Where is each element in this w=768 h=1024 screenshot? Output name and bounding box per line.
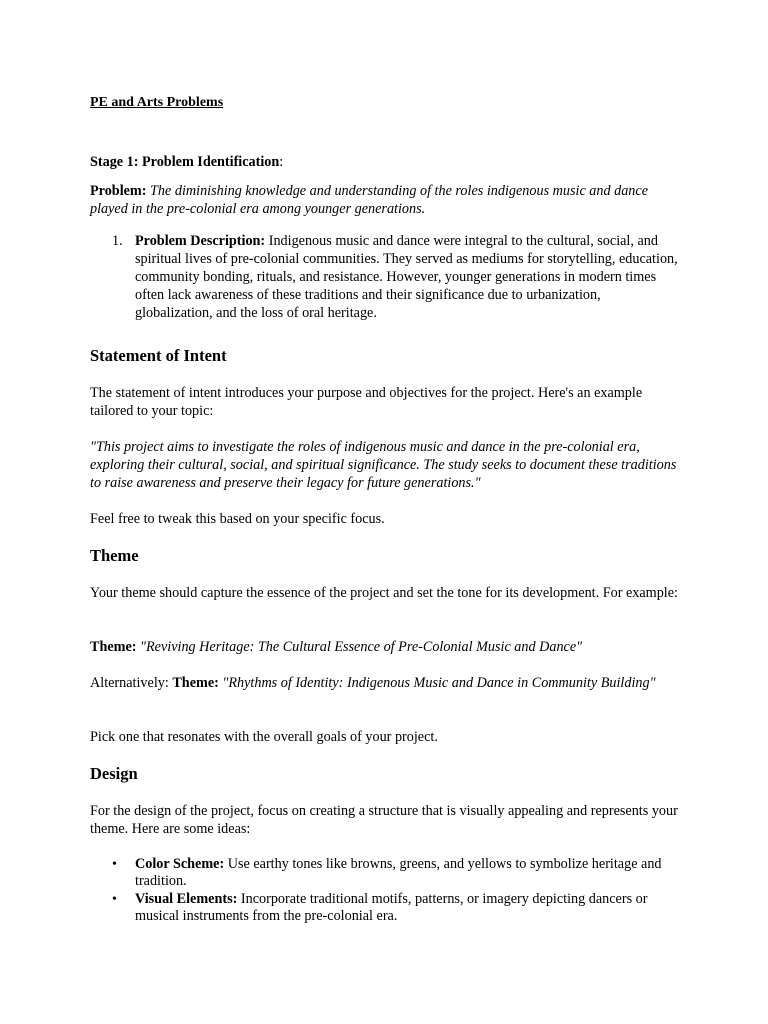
design-heading: Design [90, 764, 138, 783]
problem-paragraph [90, 182, 680, 218]
theme-intro: Your theme should capture the essence of the project and set the tone for its development. For example: [90, 585, 678, 601]
stage-colon: : [279, 154, 284, 170]
design-item-label: Color Scheme: [135, 856, 225, 872]
theme-label-1: Theme: [90, 639, 137, 655]
design-item-label: Visual Elements: [135, 891, 238, 907]
intent-note: Feel free to tweak this based on your specific focus. [90, 511, 385, 527]
intent-heading: Statement of Intent [90, 346, 227, 365]
problem-description-text: Indigenous music and dance were integral to the cultural, social, and spiritual lives of pre-colonial communities. They served as mediums for storytelling, education, community bonding, rituals, and resistance. However, younger generations in modern times often lack awareness of these traditions and their significance due to urbanization, globalization, and the loss of oral heritage. [135, 233, 678, 321]
theme-example-1 [90, 638, 680, 656]
design-intro: For the design of the project, focus on creating a structure that is visually appealing and represents your theme. Here are some ideas: [90, 803, 678, 837]
theme-note: Pick one that resonates with the overall goals of your project. [90, 729, 438, 745]
problem-text: The diminishing knowledge and understanding of the roles indigenous music and dance played in the pre-colonial era among younger generations. [90, 183, 648, 217]
theme-example-2 [90, 674, 680, 692]
list-number: 1. [112, 233, 123, 249]
design-item-text: Incorporate traditional motifs, patterns, or imagery depicting dancers or musical instruments from the pre-colonial era. [135, 891, 648, 924]
document-title: PE and Arts Problems [90, 95, 224, 110]
design-item-text: Use earthy tones like browns, greens, and yellows to symbolize heritage and tradition. [135, 856, 662, 889]
problem-description-list-item [90, 232, 680, 322]
design-list-item [90, 856, 680, 890]
intent-quote: "This project aims to investigate the roles of indigenous music and dance in the pre-colonial era, exploring their cultural, social, and spiritual significance. The study seeks to document these traditions to raise awareness and preserve their legacy for future generations." [90, 439, 677, 491]
bullet-marker: • [112, 857, 117, 872]
design-list-item [90, 891, 680, 925]
theme-label-2: Theme: [172, 675, 219, 691]
problem-label: Problem: [90, 183, 147, 199]
theme-heading: Theme [90, 546, 139, 565]
list-item-content [135, 232, 680, 322]
theme-text-1: "Reviving Heritage: The Cultural Essence of Pre-Colonial Music and Dance" [136, 639, 583, 655]
theme-text-2: "Rhythms of Identity: Indigenous Music and Dance in Community Building" [218, 675, 656, 691]
stage-heading [90, 153, 680, 171]
design-item-content [135, 856, 680, 890]
intent-intro: The statement of intent introduces your purpose and objectives for the project. Here's an example tailored to your topic: [90, 385, 643, 419]
design-item-content [135, 891, 680, 925]
problem-description-label: Problem Description: [135, 233, 266, 249]
theme-alt-prefix: Alternatively: [90, 675, 173, 691]
stage-label: Stage 1: Problem Identification [90, 154, 280, 170]
bullet-marker: • [112, 892, 117, 907]
